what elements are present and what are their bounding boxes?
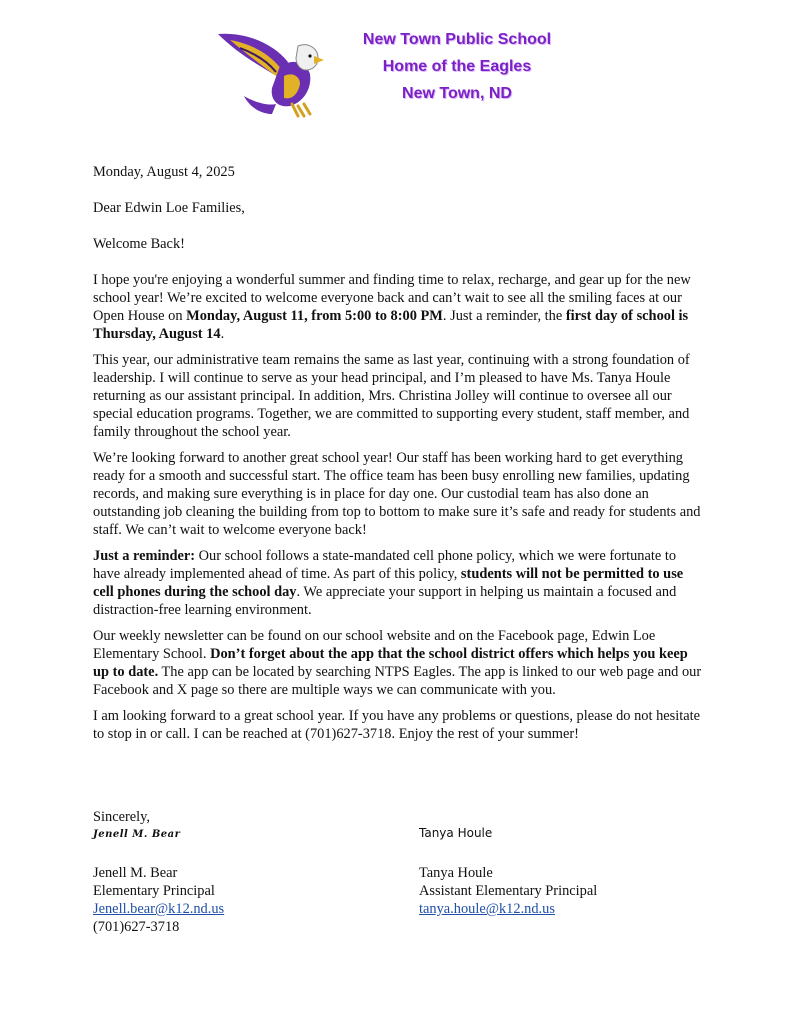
closing-block	[93, 808, 180, 844]
salutation: Dear Edwin Loe Families,	[93, 200, 245, 216]
signer-left-phone: (701)627-3718	[93, 919, 180, 935]
school-location: New Town, ND	[402, 85, 512, 102]
paragraph-open-house	[93, 271, 705, 343]
signer-right-email-link[interactable]: tanya.houle@k12.nd.us	[419, 901, 555, 917]
right-signature: Tanya Houle	[419, 826, 493, 840]
school-tagline: Home of the Eagles	[382, 58, 532, 75]
letter-body	[93, 163, 705, 751]
signer-left-name: Jenell M. Bear	[93, 865, 178, 881]
p1-text-2: . Just a reminder, the	[442, 308, 566, 324]
left-signature: Jenell M. Bear	[93, 829, 181, 840]
letter-date: Monday, August 4, 2025	[93, 164, 235, 180]
closing: Sincerely,	[93, 809, 151, 825]
eagle-logo	[214, 26, 334, 118]
p1-text-3: .	[220, 326, 225, 342]
paragraph-cell-policy	[93, 547, 705, 619]
letterhead	[214, 26, 594, 122]
p5-text: Our weekly newsletter can be found on our school website and on the Facebook page, Edwin Loe Elementary School.	[93, 628, 656, 662]
school-name: New Town Public School	[362, 31, 552, 48]
signer-left	[93, 864, 224, 936]
paragraph-admin-team: This year, our administrative team remains the same as last year, continuing with a strong foundation of leadership. I will continue to serve as your head principal, and I’m pleased to have Ms. Tanya Houle returning as our assistant principal. In addition, Mrs. Christina Jolley will continue to oversee all our special education programs. Together, we are committed to supporting every student, staff member, and family throughout the school year.	[93, 352, 690, 440]
signer-left-email-link[interactable]: Jenell.bear@k12.nd.us	[93, 901, 225, 917]
paragraph-staff: We’re looking forward to another great school year! Our staff has been working hard to get everything ready for a smooth and successful start. The office team has been busy enrolling new families, updating records, and making sure everything is in place for day one. Our custodial team has also done an outstanding job cleaning the building from top to bottom to make sure it’s safe and ready for students and staff. We can’t wait to welcome everyone back!	[93, 450, 701, 538]
signer-right-title: Assistant Elementary Principal	[419, 883, 598, 899]
p5-text-2: The app can be located by searching NTPS Eagles. The app is linked to our web page and our Facebook and X page so there are multiple ways we can communicate with you.	[93, 664, 702, 698]
p1-text: I hope you're enjoying a wonderful summer and finding time to relax, recharge, and gear up for the new school year! We’re excited to welcome everyone back and can’t wait to see all the smiling faces at our Open House on	[93, 272, 691, 324]
signer-left-title: Elementary Principal	[93, 883, 215, 899]
first-day-date: first day of school is Thursday, August 14	[93, 308, 689, 342]
open-house-date: Monday, August 11, from 5:00 to 8:00 PM	[186, 308, 443, 324]
school-title-block	[332, 26, 582, 107]
cell-policy-bold: students will not be permitted to use cell phones during the school day	[93, 566, 684, 600]
signer-right	[419, 864, 597, 918]
welcome-line: Welcome Back!	[93, 236, 185, 252]
paragraph-newsletter	[93, 627, 705, 699]
signer-right-name: Tanya Houle	[419, 865, 493, 881]
paragraph-closing: I am looking forward to a great school year. If you have any problems or questions, please do not hesitate to stop in or call. I can be reached at (701)627-3718. Enjoy the rest of your summer!	[93, 708, 701, 742]
p4-text: Our school follows a state-mandated cell phone policy, which we were fortunate to have already implemented ahead of time. As part of this policy,	[93, 548, 677, 582]
app-reminder-bold: Don’t forget about the app that the school district offers which helps you keep up to date.	[93, 646, 688, 680]
p4-text-2: . We appreciate your support in helping us maintain a focused and distraction-free learning environment.	[93, 584, 677, 618]
reminder-label: Just a reminder:	[93, 548, 196, 564]
